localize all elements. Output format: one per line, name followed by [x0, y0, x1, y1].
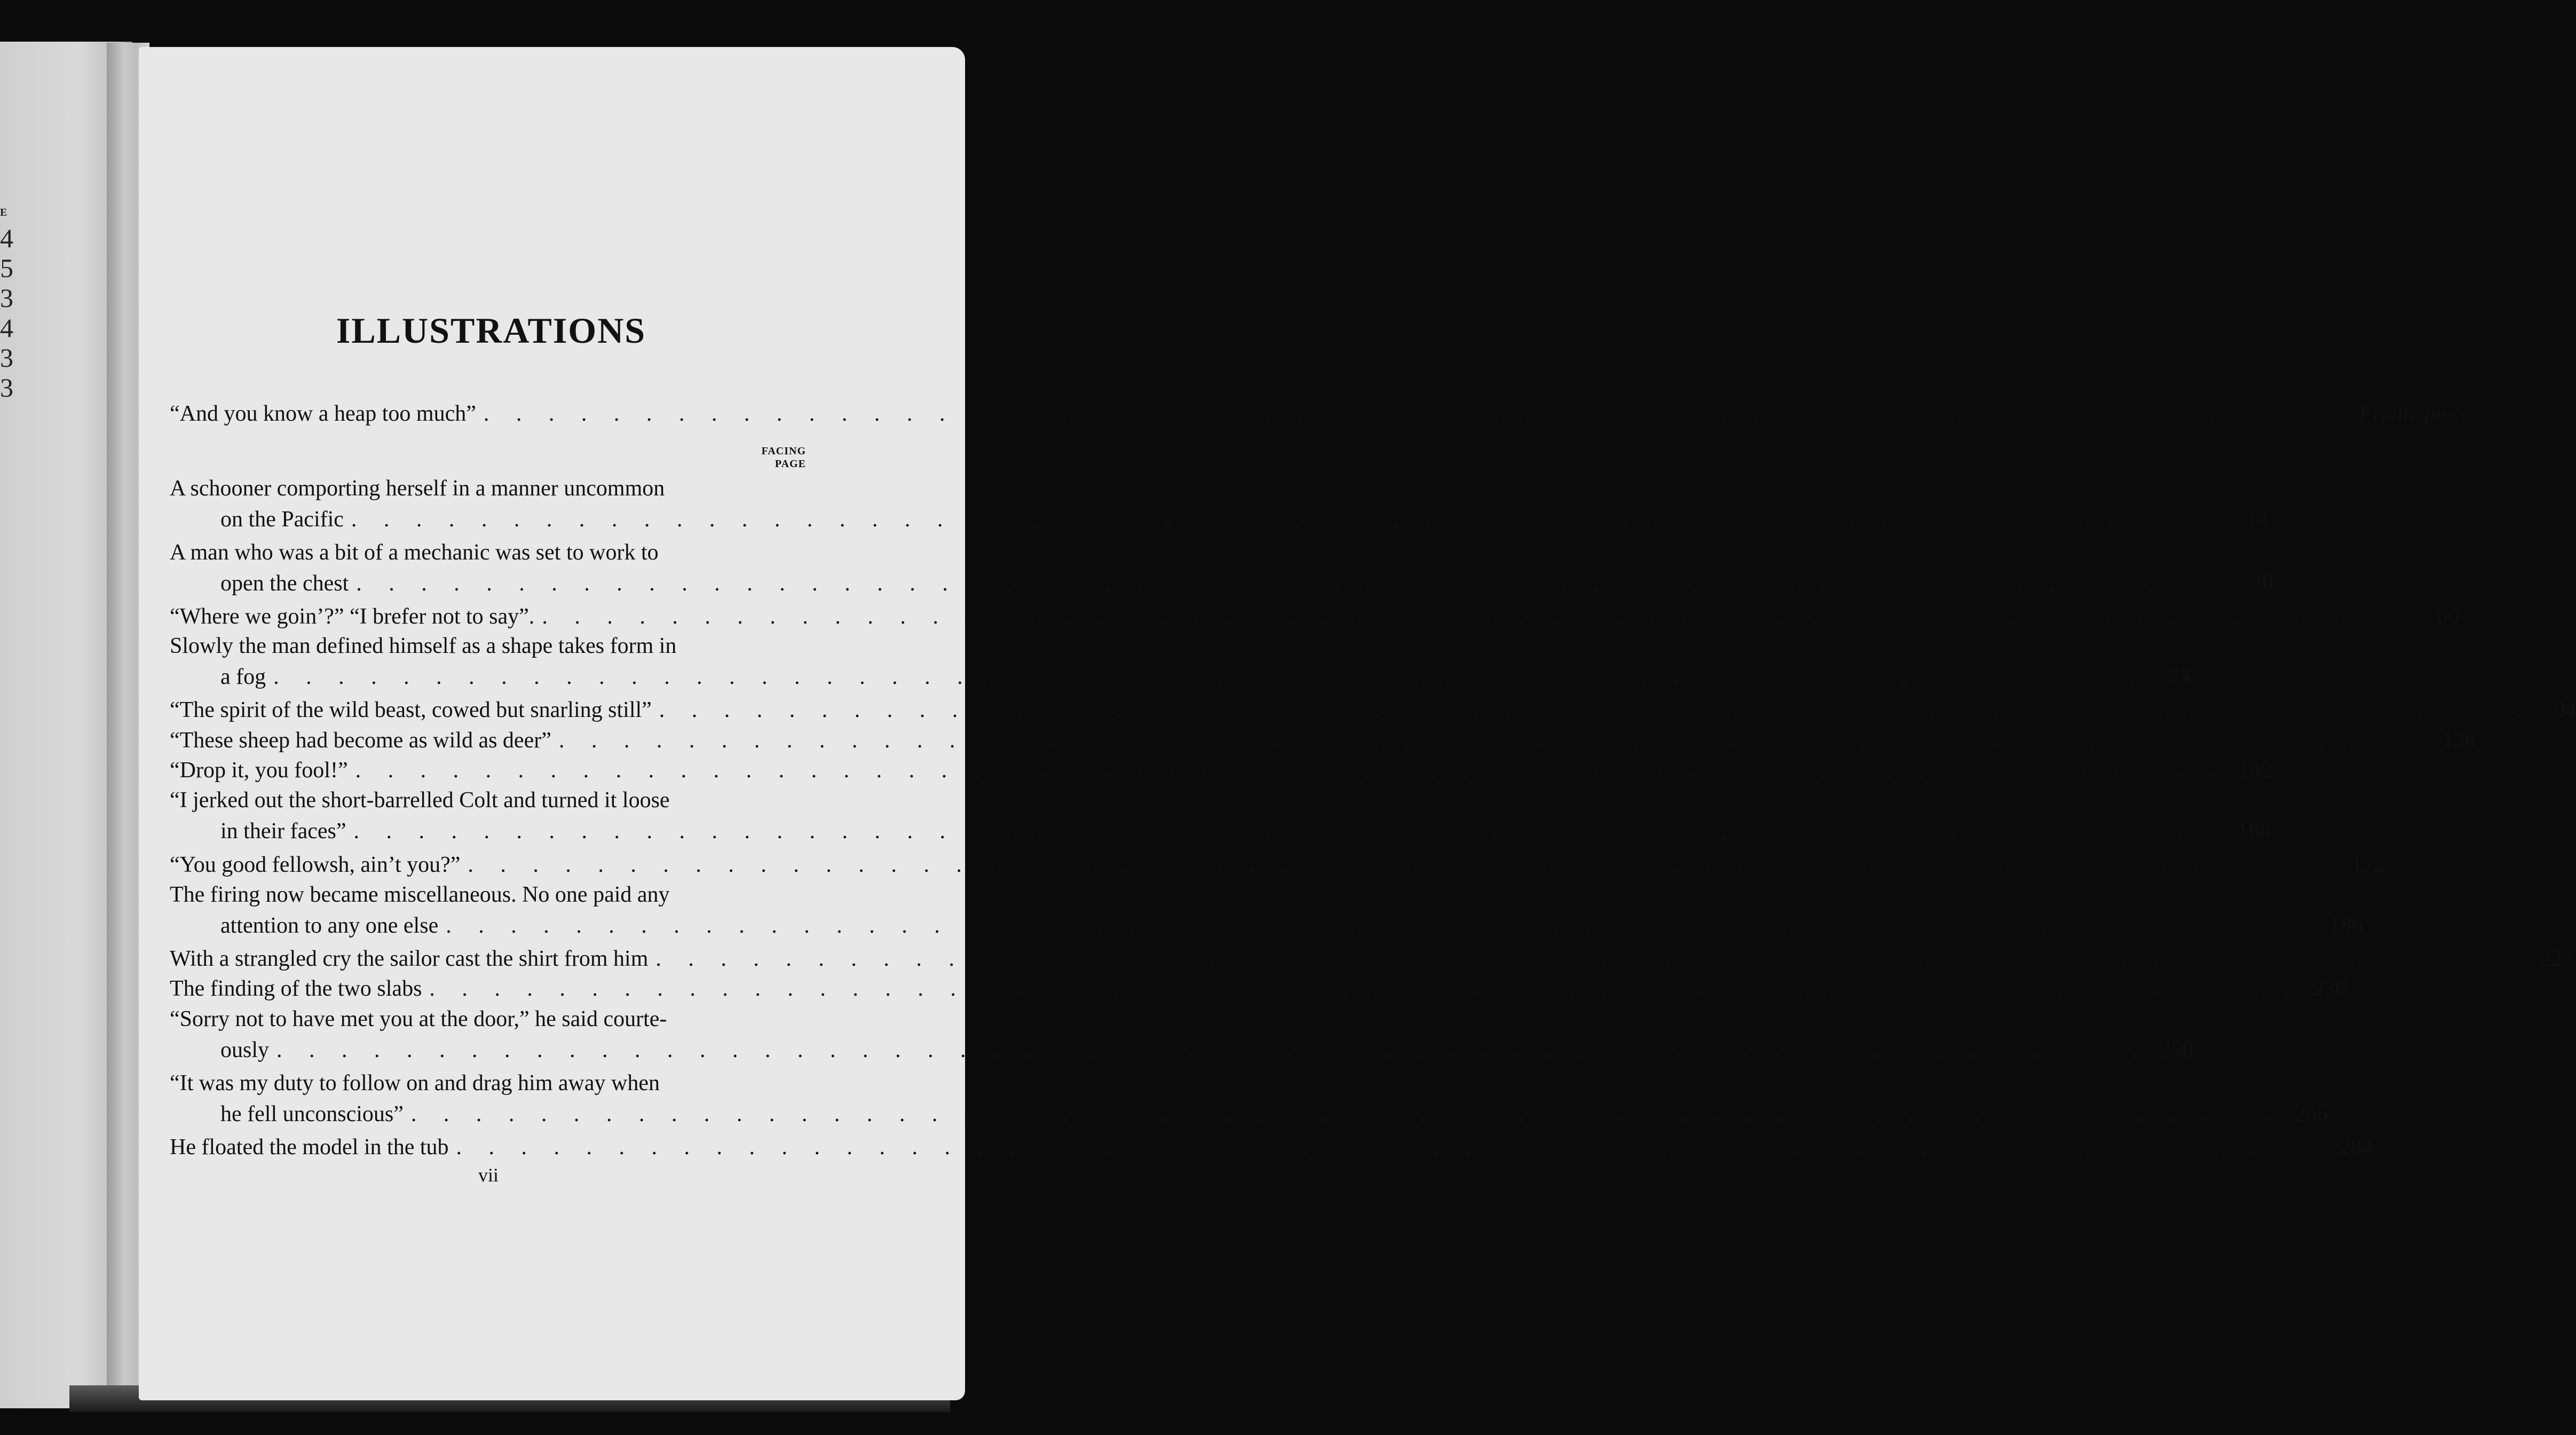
- entry-caption-line: open the chest: [220, 571, 349, 596]
- left-fragment: 5: [0, 253, 13, 283]
- entry-caption-line: “Sorry not to have met you at the door,” he said courte-: [170, 1007, 667, 1031]
- illustration-entry: [170, 537, 2273, 599]
- leader-dots: [346, 816, 2226, 847]
- illustration-entry: [170, 1004, 2194, 1066]
- entry-caption-line: ously: [220, 1038, 270, 1062]
- entry-caption: “And you know a heap too much”: [170, 401, 476, 426]
- facing-page-number: 250: [2160, 1038, 2194, 1062]
- facing-page-number: 14: [2246, 507, 2269, 532]
- entry-caption-line: With a strangled cry the sailor cast the shirt from him: [170, 947, 649, 971]
- entry-caption-line: he fell unconscious”: [220, 1102, 404, 1126]
- leader-dots: [344, 504, 2224, 535]
- entry-caption-line: Slowly the man defined himself as a shape takes form in: [170, 634, 677, 658]
- leader-dots: [404, 1099, 2283, 1130]
- illustration-entry: [170, 755, 2273, 786]
- entry-caption-line: in their faces”: [220, 819, 346, 843]
- entry-caption-line: The finding of the two slabs: [170, 976, 422, 1001]
- leader-dots: [348, 755, 2228, 786]
- facing-page-number: 136: [2442, 728, 2476, 753]
- illustration-entry: [170, 695, 2576, 726]
- facing-page-number: 222: [2539, 947, 2573, 971]
- illustration-entry: [170, 630, 2191, 692]
- entry-caption-line: attention to any one else: [220, 913, 439, 938]
- facing-page-number: 172: [2351, 853, 2385, 877]
- leader-dots: [269, 1035, 2149, 1066]
- entry-caption-line: “It was my duty to follow on and drag him away when: [170, 1071, 660, 1095]
- leader-dots: [422, 973, 2302, 1004]
- facing-page-number: 266: [2294, 1102, 2328, 1126]
- facing-label: FACING: [761, 445, 806, 457]
- page-title: ILLUSTRATIONS: [336, 310, 646, 351]
- illustration-entry: [170, 473, 2269, 535]
- illustration-entry: [170, 1068, 2328, 1130]
- leader-dots: [652, 695, 2532, 726]
- left-fragment: 3: [0, 373, 13, 403]
- facing-page-number: 94: [2554, 698, 2576, 722]
- facing-page-number: 74: [2168, 665, 2191, 689]
- page-number: vii: [478, 1164, 499, 1186]
- leader-dots: [534, 601, 2414, 632]
- leader-dots: [648, 943, 2528, 974]
- facing-page-number: 60: [2436, 604, 2459, 629]
- illustration-entry: [170, 601, 2459, 632]
- entry-caption-line: on the Pacific: [220, 507, 344, 532]
- entry-caption-line: The firing now became miscellaneous. No one paid any: [170, 882, 670, 907]
- facing-page-number: 168: [2237, 819, 2271, 843]
- entry-caption-line: a fog: [220, 665, 266, 689]
- illustration-entry: [170, 849, 2385, 880]
- frontispiece-entry: [170, 398, 2472, 429]
- illustration-entry: [170, 973, 2346, 1004]
- entry-caption-line: A schooner comporting herself in a manner uncommon: [170, 476, 665, 501]
- illustration-entry: [170, 943, 2573, 974]
- facing-page-number: 142: [2239, 758, 2273, 783]
- left-fragment: 4: [0, 313, 13, 343]
- leader-dots: [449, 1132, 2329, 1163]
- facing-page-number: 236: [2312, 976, 2346, 1001]
- entry-caption-line: He floated the model in the tub: [170, 1135, 449, 1160]
- entry-caption-line: “I jerked out the short-barrelled Colt and turned it loose: [170, 788, 670, 813]
- illustration-entry: [170, 1132, 2374, 1163]
- frontispiece-label: Frontispiece: [2359, 401, 2472, 426]
- illustration-entry: [170, 785, 2271, 847]
- left-fragment: 4: [0, 223, 13, 253]
- entry-caption-line: A man who was a bit of a mechanic was set to work to: [170, 540, 659, 565]
- leader-dots: [460, 849, 2340, 880]
- left-fragment: E: [0, 207, 7, 218]
- illustration-entry: [170, 725, 2476, 756]
- entry-caption-line: “Drop it, you fool!”: [170, 758, 348, 783]
- left-fragment: 3: [0, 283, 13, 313]
- facing-page-number: 284: [2340, 1135, 2374, 1160]
- page-label: PAGE: [775, 458, 806, 470]
- leader-dots: [266, 661, 2146, 692]
- facing-page-number: 186: [2329, 913, 2363, 938]
- left-page-fragments: [0, 202, 12, 403]
- leader-dots: [476, 398, 2356, 429]
- entry-caption-line: “You good fellowsh, ain’t you?”: [170, 853, 461, 877]
- leader-dots: [438, 910, 2318, 941]
- entry-caption-line: “These sheep had become as wild as deer”: [170, 728, 551, 753]
- left-fragment: 3: [0, 343, 13, 373]
- leader-dots: [551, 725, 2431, 756]
- entry-caption-line: “Where we goin’?” “I brefer not to say”.: [170, 604, 535, 629]
- facing-page-number: 30: [2250, 571, 2273, 596]
- facing-page-header: [737, 445, 806, 470]
- entry-caption-line: “The spirit of the wild beast, cowed but snarling still”: [170, 698, 652, 722]
- illustration-entry: [170, 879, 2363, 941]
- leader-dots: [349, 568, 2229, 599]
